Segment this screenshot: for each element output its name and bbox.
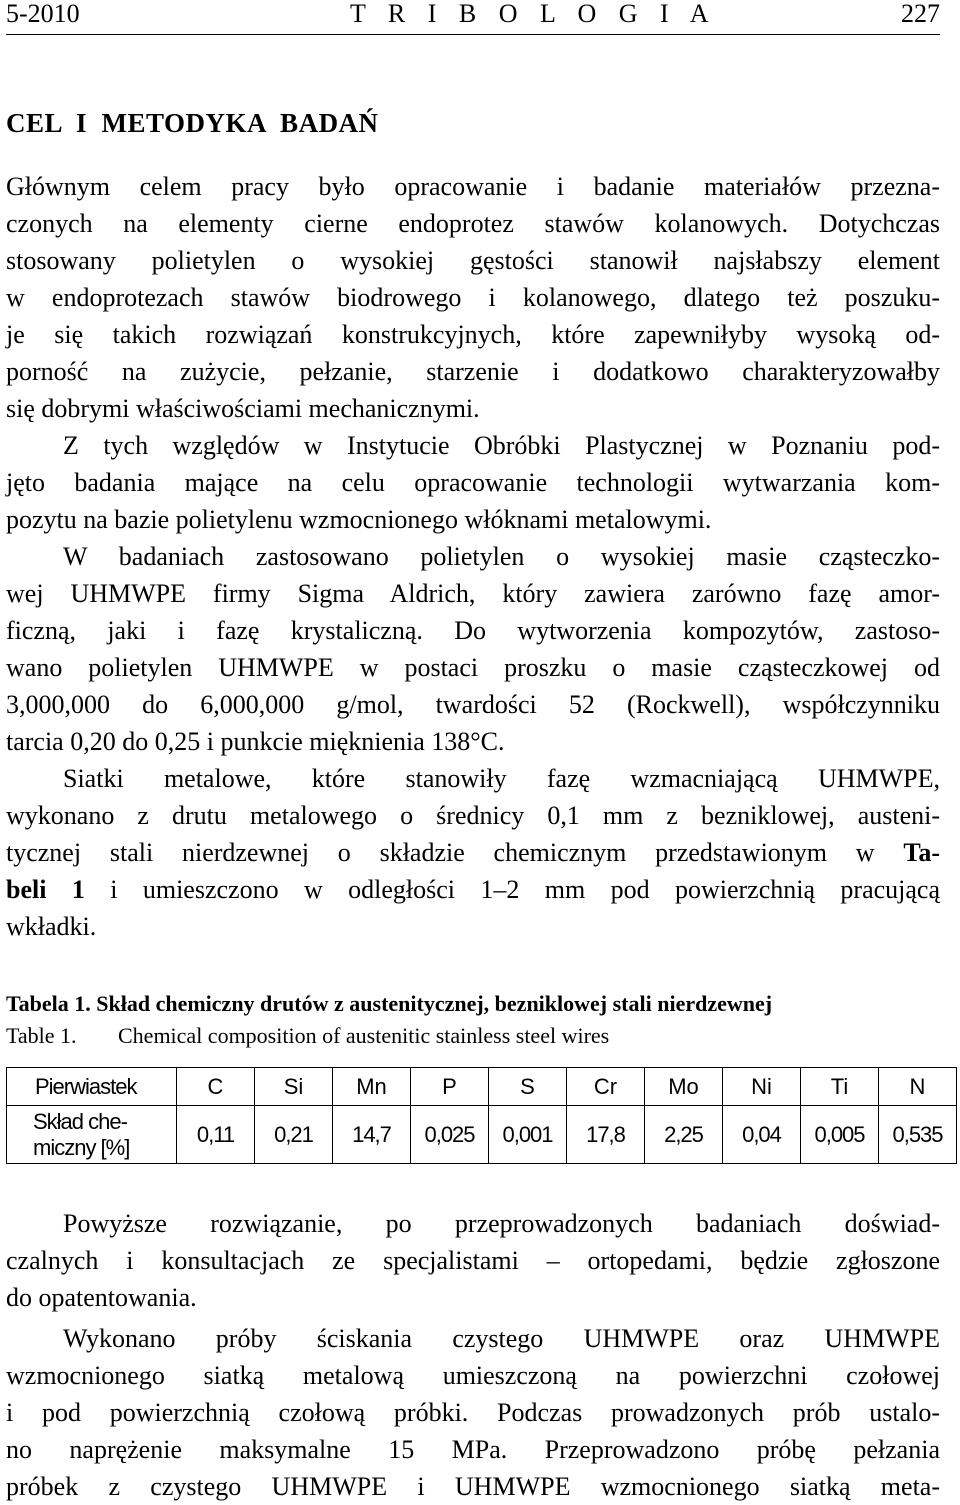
- element-cell: N: [879, 1068, 957, 1106]
- value-cell: 0,535: [879, 1106, 957, 1164]
- text-run: tycznej stali nierdzewnej o składzie chemicznym przedstawionym w: [6, 838, 904, 867]
- paragraph-line: do opatentowania.: [6, 1283, 197, 1312]
- row-header: Pierwiastek: [7, 1068, 177, 1106]
- element-cell: Ni: [723, 1068, 801, 1106]
- value-cell: 2,25: [645, 1106, 723, 1164]
- element-cell: S: [489, 1068, 567, 1106]
- value-cell: 14,7: [333, 1106, 411, 1164]
- paragraph-line: porność na zużycie, pełzanie, starzenie i dodatkowo charakteryzowałby: [6, 357, 940, 386]
- paragraph-line: wano polietylen UHMWPE w postaci proszku o masie cząsteczkowej od: [6, 653, 940, 682]
- paragraph-line: pozytu na bazie polietylenu wzmocnionego włóknami metalowymi.: [6, 505, 712, 534]
- paragraph-line: wykonano z drutu metalowego o średnicy 0,1 mm z bezniklowej, austeni-: [6, 801, 940, 830]
- paragraph-line: Z tych względów w Instytucie Obróbki Plastycznej w Poznaniu pod-: [63, 431, 940, 460]
- element-cell: Mn: [333, 1068, 411, 1106]
- paragraph-line: stosowany polietylen o wysokiej gęstości stanowił najsłabszy element: [6, 246, 940, 275]
- paragraph-line: się dobrymi właściwościami mechanicznymi.: [6, 394, 480, 423]
- value-cell: 0,21: [255, 1106, 333, 1164]
- value-cell: 0,11: [177, 1106, 255, 1164]
- table-caption-polish: Tabela 1. Skład chemiczny drutów z austenitycznej, bezniklowej stali nierdzewnej: [6, 991, 773, 1016]
- value-cell: 0,04: [723, 1106, 801, 1164]
- body-text-upper: [6, 168, 940, 945]
- paragraph-line: wej UHMWPE firmy Sigma Aldrich, który zawiera zarówno fazę amor-: [6, 579, 940, 608]
- journal-title: T R I B O L O G I A: [350, 0, 717, 28]
- element-cell: Si: [255, 1068, 333, 1106]
- paragraph-line: wzmocnionego siatką metalową umieszczoną na powierzchni czołowej: [6, 1361, 940, 1390]
- paragraph-line: no naprężenie maksymalne 15 MPa. Przeprowadzono próbę pełzania: [6, 1435, 940, 1464]
- table-reference: beli 1: [6, 875, 85, 904]
- paragraph-line: jęto badania mające na celu opracowanie technologii wytwarzania kom-: [6, 468, 940, 497]
- value-cell: 0,025: [411, 1106, 489, 1164]
- value-cell: 0,005: [801, 1106, 879, 1164]
- value-cell: 17,8: [567, 1106, 645, 1164]
- paragraph-line: Siatki metalowe, które stanowiły fazę wzmacniającą UHMWPE,: [63, 764, 940, 793]
- paragraph-line: 3,000,000 do 6,000,000 g/mol, twardości 52 (Rockwell), współczynniku: [6, 690, 940, 719]
- paragraph-line: [6, 834, 940, 871]
- paragraph-line: czalnych i konsultacjach ze specjalistami – ortopedami, będzie zgłoszone: [6, 1246, 940, 1275]
- element-cell: P: [411, 1068, 489, 1106]
- paragraph-line: czonych na elementy cierne endoprotez stawów kolanowych. Dotychczas: [6, 209, 940, 238]
- element-cell: Mo: [645, 1068, 723, 1106]
- paragraph-line: i pod powierzchnią czołową próbki. Podczas prowadzonych prób ustalo-: [6, 1398, 940, 1427]
- element-cell: C: [177, 1068, 255, 1106]
- paragraph-line: ficzną, jaki i fazę krystaliczną. Do wytworzenia kompozytów, zastoso-: [6, 616, 940, 645]
- text-run: i umieszczono w odległości 1–2 mm pod powierzchnią pracującą: [84, 875, 940, 904]
- section-title: CEL I METODYKA BADAŃ: [6, 108, 379, 138]
- value-cell: 0,001: [489, 1106, 567, 1164]
- body-text-lower: [6, 1205, 940, 1505]
- running-header: [6, 0, 940, 35]
- paragraph-line: W badaniach zastosowano polietylen o wysokiej masie cząsteczko-: [63, 542, 940, 571]
- paragraph-line: próbek z czystego UHMWPE i UHMWPE wzmocnionego siatką meta-: [6, 1472, 940, 1501]
- element-cell: Ti: [801, 1068, 879, 1106]
- row-header: [7, 1106, 177, 1164]
- issue-number: 5-2010: [6, 0, 80, 28]
- page-number: 227: [901, 0, 940, 28]
- paragraph-line: wkładki.: [6, 912, 97, 941]
- paragraph-line: Głównym celem pracy było opracowanie i badanie materiałów przezna-: [6, 172, 940, 201]
- table-row: [7, 1068, 957, 1106]
- paragraph-line: Wykonano próby ściskania czystego UHMWPE oraz UHMWPE: [63, 1324, 940, 1353]
- table-row: [7, 1106, 957, 1164]
- paragraph-line: [6, 871, 940, 908]
- table-caption-text: Chemical composition of austenitic stainless steel wires: [118, 1023, 610, 1048]
- table-caption-english: [6, 1022, 609, 1050]
- paragraph-line: w endoprotezach stawów biodrowego i kolanowego, dlatego też poszuku-: [6, 283, 940, 312]
- paragraph-line: Powyższe rozwiązanie, po przeprowadzonych badaniach doświad-: [63, 1209, 940, 1238]
- element-cell: Cr: [567, 1068, 645, 1106]
- row-header-line: miczny [%]: [33, 1134, 130, 1160]
- paragraph-line: tarcia 0,20 do 0,25 i punkcie mięknienia 138°C.: [6, 727, 505, 756]
- table-reference: Ta-: [903, 838, 940, 867]
- row-header-line: Skład che-: [33, 1108, 127, 1134]
- table-caption-label: Table 1.: [6, 1023, 77, 1048]
- paragraph-line: je się takich rozwiązań konstrukcyjnych, które zapewniłyby wysoką od-: [6, 320, 940, 349]
- chemical-composition-table: [6, 1067, 957, 1164]
